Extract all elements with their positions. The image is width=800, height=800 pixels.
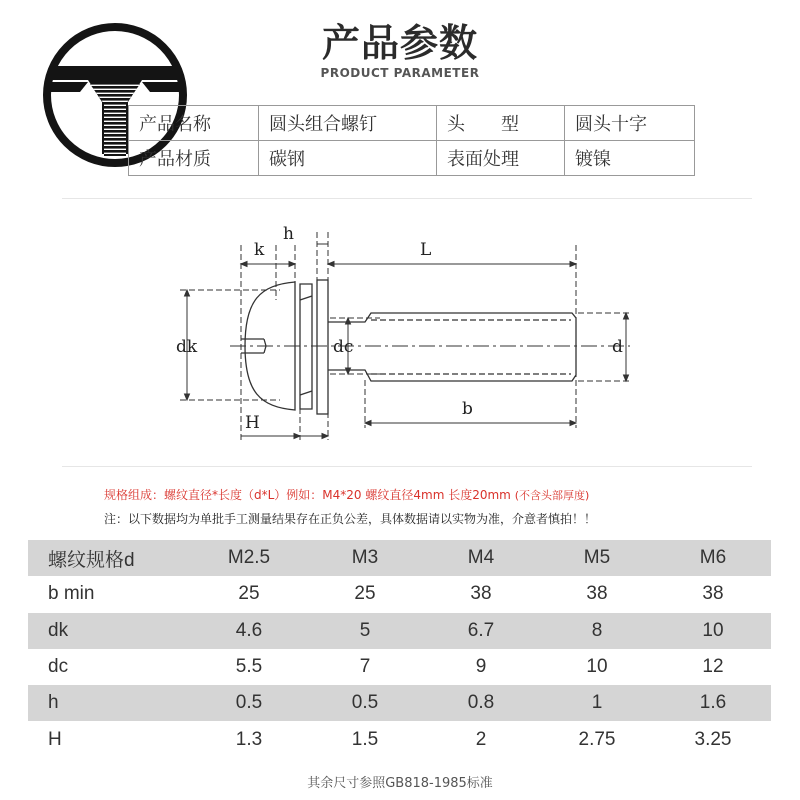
dim-label-dc: dc — [333, 337, 354, 357]
standard-reference-note: 其余尺寸参照GB818-1985标准 — [307, 776, 493, 791]
spec-table — [28, 540, 771, 758]
flat-washer-outline — [317, 280, 328, 414]
dim-label-b: b — [462, 399, 473, 419]
table-cell: 6.7 — [423, 613, 539, 649]
table-cell: 10 — [539, 649, 655, 685]
info-cell: 圆头组合螺钉 — [259, 106, 437, 141]
table-header-cell: M3 — [307, 540, 423, 576]
table-cell: 9 — [423, 649, 539, 685]
table-header-cell: M2.5 — [191, 540, 307, 576]
table-row — [28, 721, 771, 757]
table-row — [28, 649, 771, 685]
divider — [62, 198, 752, 199]
table-header-cell: M5 — [539, 540, 655, 576]
screw-dimension-diagram — [170, 210, 630, 460]
info-cell: 产品材质 — [129, 141, 259, 176]
info-row — [129, 141, 695, 176]
table-cell: 1.5 — [307, 721, 423, 757]
page-title: 产品参数 — [321, 21, 478, 65]
table-cell: H — [28, 721, 191, 757]
table-cell: 12 — [655, 649, 771, 685]
table-cell: 38 — [655, 576, 771, 612]
info-cell: 圆头十字 — [565, 106, 695, 141]
spec-format-note — [104, 486, 589, 503]
table-cell: 38 — [539, 576, 655, 612]
table-cell: 1.3 — [191, 721, 307, 757]
table-header-cell: M4 — [423, 540, 539, 576]
disclaimer-note: 注：以下数据均为单批手工测量结果存在正负公差，具体数据请以实物为准，介意者慎拍！！ — [104, 512, 597, 526]
table-cell: 0.5 — [307, 685, 423, 721]
spec-format-text: 规格组成：螺纹直径*长度（d*L）例如：M4*20 螺纹直径4mm 长度20mm — [104, 488, 511, 502]
table-cell: 2.75 — [539, 721, 655, 757]
table-cell: 10 — [655, 613, 771, 649]
table-row — [28, 613, 771, 649]
dim-label-k: k — [254, 240, 265, 260]
table-row — [28, 685, 771, 721]
info-cell: 产品名称 — [129, 106, 259, 141]
info-cell: 镀镍 — [565, 141, 695, 176]
info-row — [129, 106, 695, 141]
table-cell: dc — [28, 649, 191, 685]
table-cell: 8 — [539, 613, 655, 649]
table-cell: 38 — [423, 576, 539, 612]
table-cell: dk — [28, 613, 191, 649]
table-header-row — [28, 540, 771, 576]
table-cell: 7 — [307, 649, 423, 685]
spec-format-paren: (不含头部厚度) — [514, 489, 590, 502]
table-cell: 5 — [307, 613, 423, 649]
info-cell: 头 型 — [437, 106, 565, 141]
table-cell: b min — [28, 576, 191, 612]
product-info-table — [128, 105, 695, 176]
dim-label-d: d — [612, 337, 623, 357]
table-row — [28, 576, 771, 612]
table-cell: 25 — [307, 576, 423, 612]
table-cell: 0.5 — [191, 685, 307, 721]
table-header-cell: 螺纹规格d — [28, 540, 191, 576]
dim-label-dk: dk — [176, 337, 198, 357]
divider — [62, 466, 752, 467]
table-cell: 5.5 — [191, 649, 307, 685]
dim-label-h: h — [283, 224, 294, 244]
table-cell: 3.25 — [655, 721, 771, 757]
table-cell: 25 — [191, 576, 307, 612]
info-cell: 表面处理 — [437, 141, 565, 176]
info-cell: 碳钢 — [259, 141, 437, 176]
dim-label-L: L — [420, 240, 432, 260]
table-cell: 0.8 — [423, 685, 539, 721]
table-cell: 4.6 — [191, 613, 307, 649]
dim-label-H: H — [245, 413, 260, 433]
page-subtitle: PRODUCT PARAMETER — [320, 66, 480, 80]
table-header-cell: M6 — [655, 540, 771, 576]
table-cell: 1.6 — [655, 685, 771, 721]
table-cell: 1 — [539, 685, 655, 721]
table-cell: h — [28, 685, 191, 721]
table-cell: 2 — [423, 721, 539, 757]
